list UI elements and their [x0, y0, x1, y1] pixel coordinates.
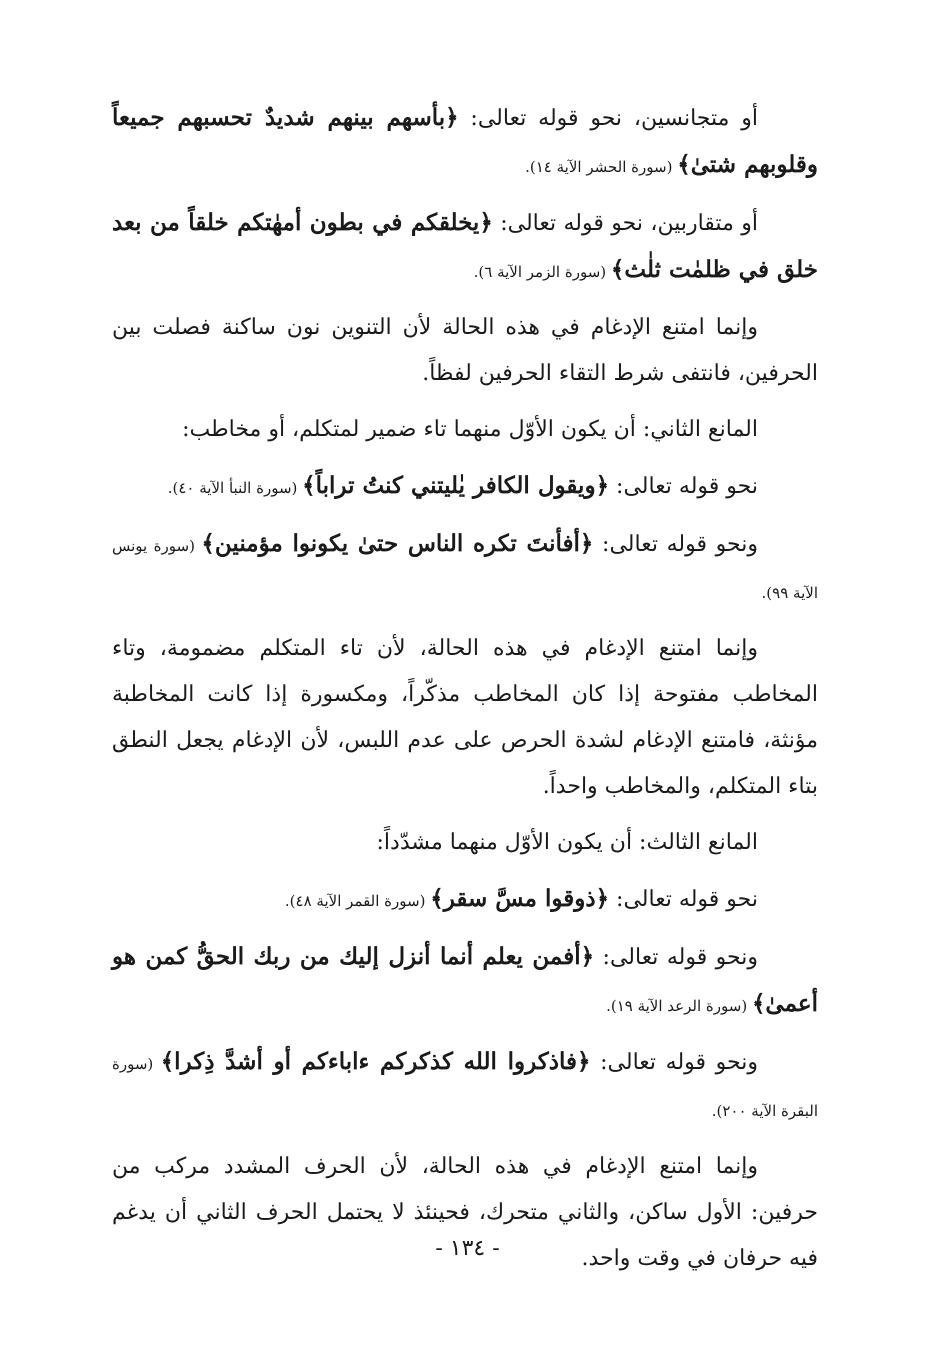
body-text: ونحو قوله تعالى: — [590, 1050, 758, 1075]
quran-verse: ﴿ذوقوا مسَّ سقر﴾ — [430, 885, 610, 912]
body-text: وإنما امتنع الإدغام في هذه الحالة لأن التنوين نون ساكنة فصلت بين الحرفين، فانتفى شرط التقاء الحرفين لفظاً. — [112, 315, 818, 386]
paragraph — [112, 1039, 818, 1134]
body-text: ونحو قوله تعالى: — [594, 945, 758, 970]
verse-reference: (سورة يونس الآية ٩٩). — [112, 537, 818, 602]
body-text: نحو قوله تعالى: — [609, 887, 758, 912]
quran-verse: ﴿فاذكروا الله كذكركم ءاباءكم أو أشدَّ ذِكرا﴾ — [160, 1048, 591, 1075]
verse-reference: (سورة النبأ الآية ٤٠). — [167, 479, 303, 497]
body-text: نحو قوله تعالى: — [609, 474, 758, 499]
quran-verse: ﴿أفأنتَ تكره الناس حتىٰ يكونوا مؤمنين﴾ — [201, 530, 594, 557]
body-text: وإنما امتنع الإدغام في هذه الحالة، لأن تاء المتكلم مضمومة، وتاء المخاطب مفتوحة إذا كان المخاطب مذكّراً، ومكسورة إذا كانت المخاطبة مؤنثة، فامتنع الإدغام لشدة الحرص على عدم اللبس، لأن الإدغام يجعل النطق بتاء المتكلم، والمخاطب واحداً. — [112, 636, 818, 799]
paragraph — [112, 1144, 818, 1282]
verse-reference: (سورة البقرة الآية ٢٠٠). — [112, 1055, 818, 1120]
quran-verse: ﴿بأسهم بينهم شديدٌ تحسبهم جميعاً وقلوبهم شتىٰ﴾ — [112, 104, 818, 178]
paragraph — [112, 521, 818, 616]
paragraph — [112, 934, 818, 1029]
paragraph — [112, 463, 818, 511]
quran-verse: ﴿أفمن يعلم أنما أنزل إليك من ربك الحقُّ كمن هو أعمىٰ﴾ — [112, 943, 818, 1017]
verse-reference: (سورة القمر الآية ٤٨). — [284, 892, 431, 910]
body-text: ونحو قوله تعالى: — [593, 532, 758, 557]
verse-reference: (سورة الحشر الآية ١٤). — [525, 158, 678, 176]
page-number: - ١٣٤ - — [435, 1236, 500, 1261]
quran-verse: ﴿ويقول الكافر يٰليتني كنتُ تراباً﴾ — [302, 472, 610, 499]
paragraph — [112, 407, 818, 453]
page-body — [112, 95, 818, 1292]
body-text: المانع الثاني: أن يكون الأوّل منهما تاء ضمير لمتكلم، أو مخاطب: — [182, 417, 758, 442]
paragraph — [112, 305, 818, 397]
verse-reference: (سورة الزمر الآية ٦). — [473, 263, 611, 281]
quran-verse: ﴿يخلقكم في بطون أمهٰتكم خلقاً من بعد خلق في ظلمٰت ثلٰث﴾ — [112, 209, 818, 283]
body-text: وإنما امتنع الإدغام في هذه الحالة، لأن الحرف المشدد مركب من حرفين: الأول ساكن، والثاني متحرك، فحينئذ لا يحتمل الحرف الثاني أن يدغم فيه حرفان في وقت واحد. — [112, 1154, 818, 1271]
paragraph — [112, 876, 818, 924]
verse-reference: (سورة الرعد الآية ١٩). — [606, 997, 752, 1015]
paragraph — [112, 200, 818, 295]
body-text: أو متقاربين، نحو قوله تعالى: — [492, 211, 758, 236]
paragraph — [112, 626, 818, 810]
body-text: أو متجانسين، نحو قوله تعالى: — [458, 106, 758, 131]
body-text: المانع الثالث: أن يكون الأوّل منهما مشدّداً: — [376, 830, 758, 855]
paragraph — [112, 95, 818, 190]
paragraph — [112, 820, 818, 866]
